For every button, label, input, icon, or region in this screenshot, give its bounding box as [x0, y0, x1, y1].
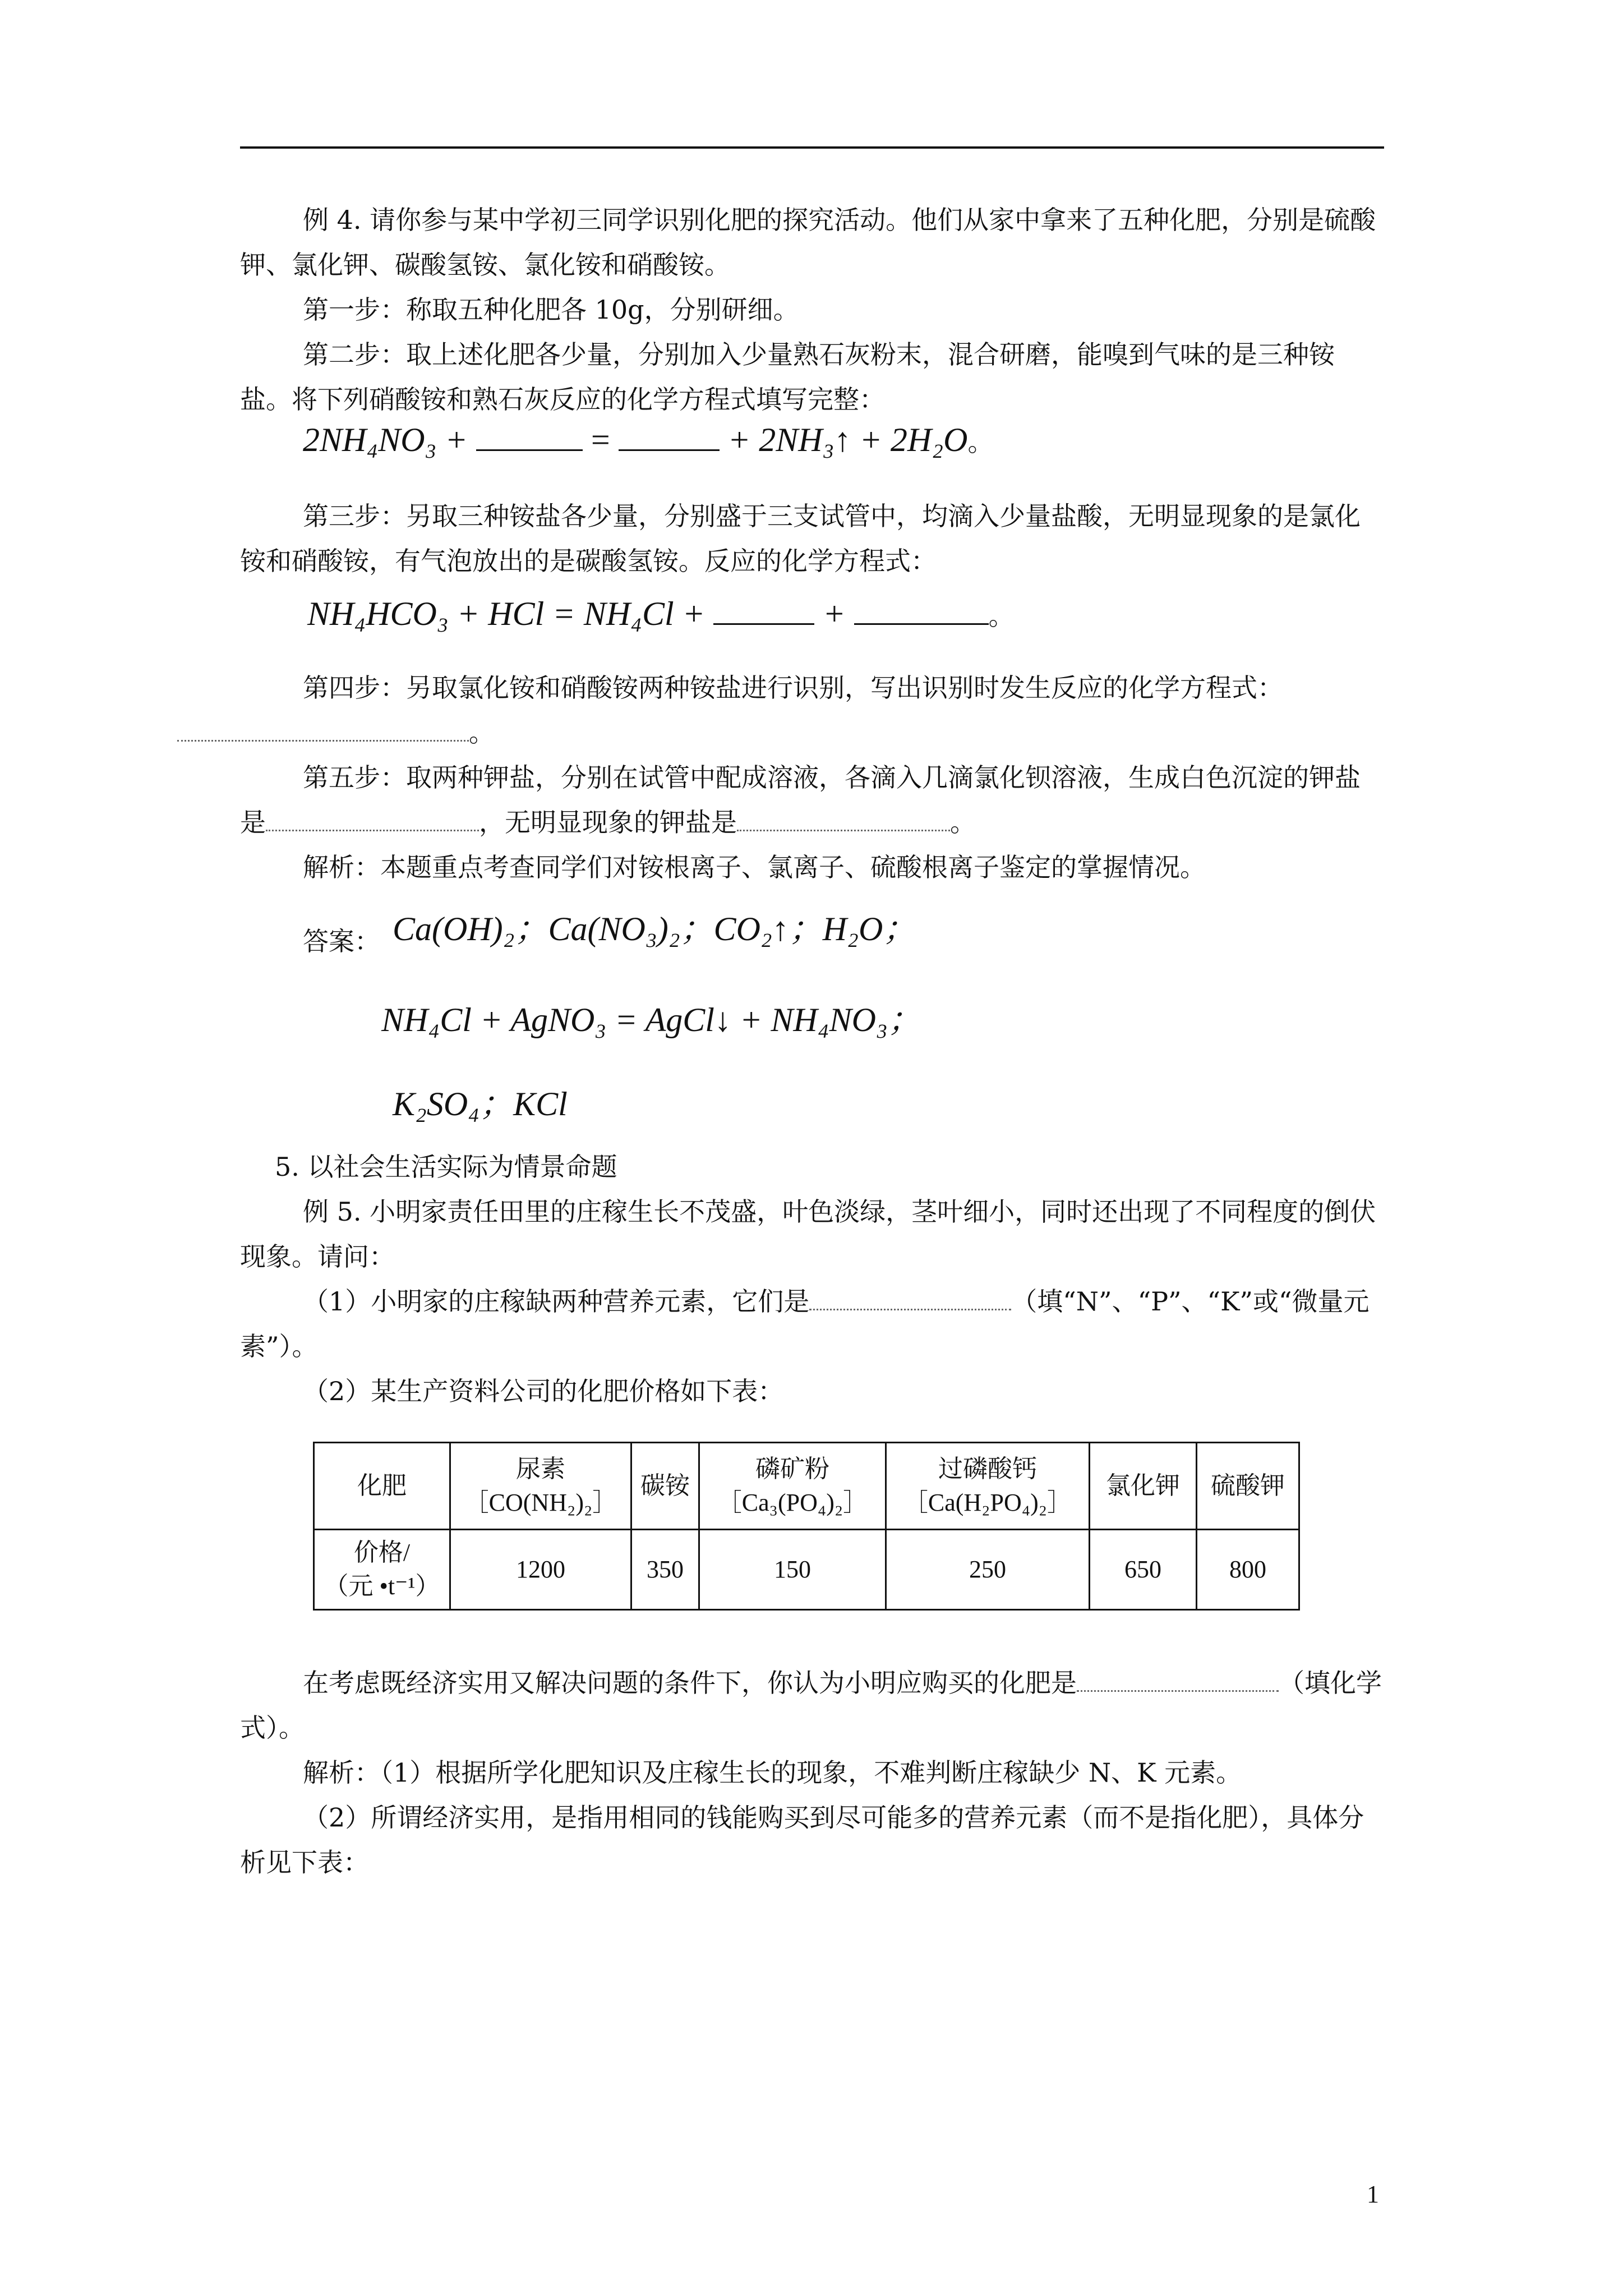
step-4-text: 第四步：另取氯化铵和硝酸铵两种铵盐进行识别，写出识别时发生反应的化学方程式： — [303, 673, 1283, 703]
table-price-row — [314, 1530, 1299, 1610]
question-1 — [240, 1279, 1384, 1369]
col-urea: 尿素 ［CO(NH₂)₂］ — [450, 1443, 631, 1530]
eq1-blank-2[interactable] — [619, 449, 720, 451]
price-cell: 650 — [1090, 1530, 1197, 1610]
step-2: 第二步：取上述化肥各少量，分别加入少量熟石灰粉末，混合研磨，能嗅到气味的是三种铵盐。将下列硝酸铵和熟石灰反应的化学方程式填写完整： — [240, 339, 1335, 415]
eq2-plus: + — [823, 595, 846, 632]
page-number: 1 — [1367, 2180, 1379, 2208]
eq2-left: NH₄HCO₃ + HCl = NH₄Cl + — [307, 595, 706, 632]
example4-intro: 例 4. 请你参与某中学初三同学识别化肥的探究活动。他们从家中拿来了五种化肥，分别是硫酸钾、氯化钾、碳酸氢铵、氯化铵和硝酸铵。 — [240, 205, 1376, 280]
row-header-price: 价格/ （元 •t⁻¹） — [314, 1530, 450, 1610]
eq1-end: 。 — [967, 428, 994, 457]
eq2-blank-1[interactable] — [713, 623, 814, 625]
section-5-heading: 5. 以社会生活实际为情景命题 — [275, 1152, 617, 1182]
col-ammonium-bicarbonate: 碳铵 — [631, 1443, 699, 1530]
step-5-text-c: 。 — [950, 807, 976, 838]
equation-2 — [307, 595, 1015, 633]
row-header-fertilizer: 化肥 — [314, 1443, 450, 1530]
header-rule — [240, 146, 1384, 149]
answer-line-1: Ca(OH)₂；Ca(NO₃)₂；CO₂↑；H₂O； — [393, 910, 917, 947]
equation-1 — [303, 421, 993, 459]
q1-text-a: （1）小明家的庄稼缺两种营养元素，它们是 — [303, 1286, 810, 1317]
purchase-question — [240, 1660, 1384, 1750]
example5-analysis-1: 解析：（1）根据所学化肥知识及庄稼生长的现象，不难判断庄稼缺少 N、K 元素。 — [303, 1757, 1242, 1788]
eq1-right: + 2NH₃↑ + 2H₂O — [727, 421, 968, 458]
purchase-blank[interactable] — [1077, 1670, 1279, 1692]
col-potassium-chloride: 氯化钾 — [1090, 1443, 1197, 1530]
step-4 — [240, 665, 1384, 755]
step-5-text-b: ，无明显现象的钾盐是 — [479, 807, 737, 838]
step-5-text-a: 第五步：取两种钾盐，分别在试管中配成溶液，各滴入几滴氯化钡溶液，生成白色沉淀的钾盐是 — [240, 762, 1361, 838]
price-cell: 150 — [699, 1530, 886, 1610]
answer-label: 答案： — [303, 926, 380, 956]
q1-blank[interactable] — [809, 1289, 1011, 1310]
price-cell: 350 — [631, 1530, 699, 1610]
eq1-left: 2NH₄NO₃ + — [303, 421, 468, 458]
eq1-blank-1[interactable] — [476, 449, 583, 451]
example4-analysis: 解析：本题重点考查同学们对铵根离子、氯离子、硫酸根离子鉴定的掌握情况。 — [303, 852, 1206, 882]
price-cell: 250 — [886, 1530, 1090, 1610]
eq2-end: 。 — [988, 602, 1015, 631]
step-5-blank-1[interactable] — [266, 809, 479, 831]
col-potassium-sulfate: 硫酸钾 — [1197, 1443, 1299, 1530]
purchase-text-b: （填化学式）。 — [240, 1668, 1382, 1743]
eq1-equals: = — [591, 421, 610, 458]
answer-line-2: NH₄Cl + AgNO₃ = AgCl↓ + NH₄NO₃； — [381, 1001, 921, 1038]
step-4-end: 。 — [469, 717, 495, 748]
col-superphosphate: 过磷酸钙 ［Ca(H₂PO₄)₂］ — [886, 1443, 1090, 1530]
question-2: （2）某生产资料公司的化肥价格如下表： — [303, 1376, 784, 1406]
col-phosphate-rock: 磷矿粉 ［Ca₃(PO₄)₂］ — [699, 1443, 886, 1530]
price-cell: 800 — [1197, 1530, 1299, 1610]
fertilizer-price-table — [313, 1442, 1300, 1611]
step-1: 第一步：称取五种化肥各 10g，分别研细。 — [303, 295, 799, 325]
step-3: 第三步：另取三种铵盐各少量，分别盛于三支试管中，均滴入少量盐酸，无明显现象的是氯化铵和硝酸铵，有气泡放出的是碳酸氢铵。反应的化学方程式： — [240, 501, 1361, 576]
step-4-blank[interactable] — [177, 720, 469, 742]
q1-text-b: （填“N”、“P”、“K”或“微量元素”）。 — [240, 1286, 1370, 1361]
table-header-row — [314, 1443, 1299, 1530]
example5-analysis-2: （2）所谓经济实用，是指用相同的钱能购买到尽可能多的营养元素（而不是指化肥），具体分析见下表： — [240, 1802, 1364, 1878]
step-5-blank-2[interactable] — [737, 809, 950, 831]
example5-intro: 例 5. 小明家责任田里的庄稼生长不茂盛，叶色淡绿，茎叶细小，同时还出现了不同程度的倒伏现象。请问： — [240, 1197, 1376, 1272]
answer-line-3: K₂SO₄；KCl — [393, 1085, 568, 1122]
purchase-text-a: 在考虑既经济实用又解决问题的条件下，你认为小明应购买的化肥是 — [303, 1668, 1077, 1698]
step-5 — [240, 755, 1384, 845]
eq2-blank-2[interactable] — [854, 623, 989, 625]
price-cell: 1200 — [450, 1530, 631, 1610]
